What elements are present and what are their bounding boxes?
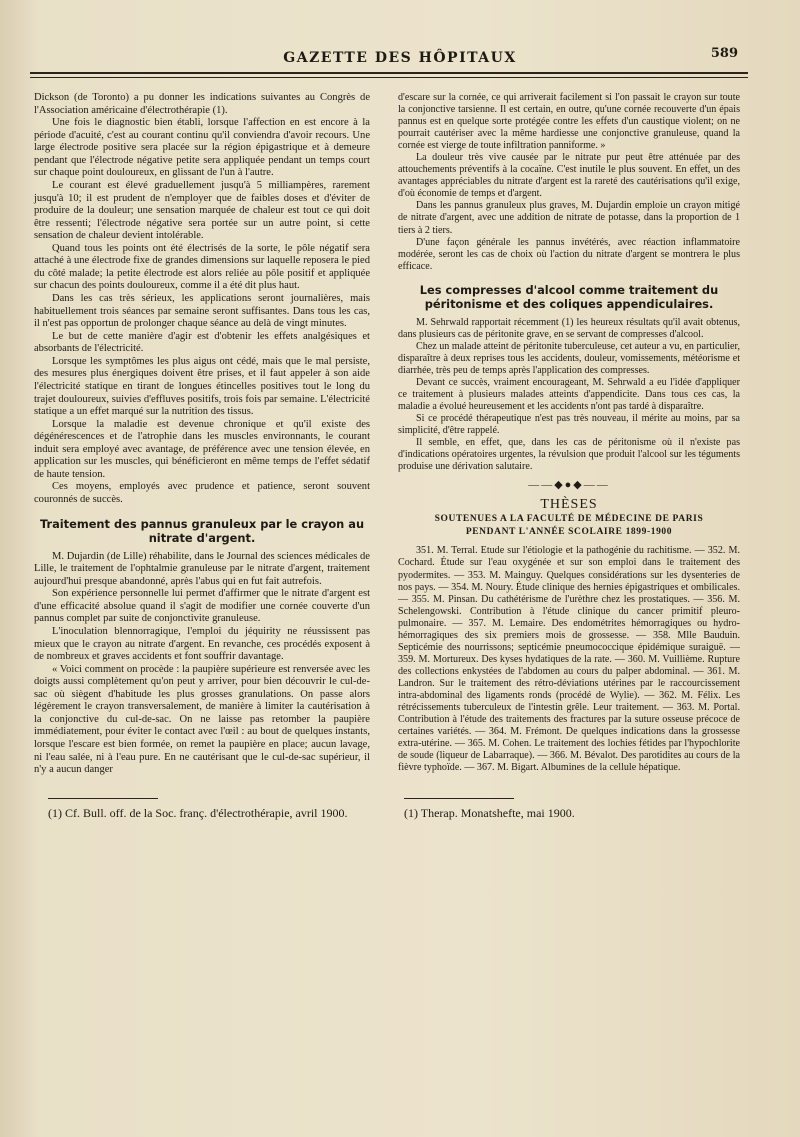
header-rule: [30, 72, 748, 74]
theses-list: 351. M. Terral. Etude sur l'étiologie et la pathogénie du rachitisme. — 352. M. Cochard. Étude sur l'eau oxygénée et sur son emploi dans le traitement des pyodermites. — 353. M. Mainguy. Quelques considérations sur les dysenteries de nos pays. — 354. M. Noury. Étude clinique des hernies épigastriques et ombilicales. — 355. M. Pinsan. Du cathétérisme de l'urèthre chez les prostatiques. — 356. M. Schelengowski. Contribution à l'étude clinique du cancer primitif pleuro-pulmonaire. — 357. M. Lemaire. Des endométrites hémorragiques ou hydro-hémorragiques des six premiers mois de grossesse. — 358. Mlle Bauduin. Septicémie des nourrissons; septicémie pneumococcique épidémique suraiguë. — 359. M. Mortureux. Des kyses hydatiques de la rate. — 360. M. Vuillième. Rupture des collections enkystées de l'abdomen au cours du palper abdominal. — 361. M. Landron. Sur le traitement des rétro-déviations utérines par le raccourcissement intra-abdominal des ligaments ronds (procédé de Wylie). — 362. M. Félix. Les rétrécissements tuberculeux de l'intestin grêle. Leur traitement. — 363. M. Portal. Contribution à l'étude des traitements des fractures par la suture osseuse précoce de certaines variétés. — 364. M. Frémont. De quelques indications dans la grossesse extra-utérine. — 365. M. Cohen. Le traitement des lochies fétides par l'hypochlorite de soude (liqueur de Labarraque). — 366. M. Bévalot. Des parotidites au cours de la fièvre typhoïde. — 367. M. Bigart. Albumines de la cellule hépatique.: [398, 545, 740, 774]
paragraph: Le but de cette manière d'agir est d'obtenir les effets analgésiques et absorbants de l'électricité.: [34, 330, 370, 355]
paragraph: Chez un malade atteint de péritonite tuberculeuse, cet auteur a vu, en particulier, disparaître à deux reprises tous les accidents, douleur, vomissements, météorisme et diarrhée, très peu de temps après l'application des compresses.: [398, 340, 740, 376]
ornament-divider-icon: ——◆●◆——: [528, 479, 610, 492]
paragraph: Dans les pannus granuleux plus graves, M. Dujardin emploie un crayon mitigé de nitrate d'argent, avec une addition de nitrate de potasse, dans la proportion de 1 tiers à 2 tiers.: [398, 200, 740, 236]
theses-subtitle-year: PENDANT L'ANNÉE SCOLAIRE 1899-1900: [465, 527, 673, 538]
paragraph: Lorsque la maladie est devenue chronique et qu'il existe des dégénérescences et de l'atrophie dans les muscles environnants, le courant induit sera employé avec avantage, de préférence avec une tension élevée, en application sur les muscles, qui bénéficieront en même temps de l'effet sédatif de haute tension.: [34, 418, 370, 480]
paragraph: « Voici comment on procède : la paupière supérieure est renversée avec les doigts aussi complètement qu'on peut y arriver, pour bien découvrir le cul-de-sac où siègent d'habitude les plus grosses granulations. On passe alors légèrement le crayon transversalement, de manière à limiter la cautérisation à la conjonctive du cul-de-sac. On ne laisse pas retomber la paupière immédiatement, pour éviter le contact avec l'œil : au bout de quelques instants, lorsque l'escare est bien formée, on remet la paupière en place; aucun lavage, ni l'eau salée, ni à l'eau pure. En ne cautérisant que le cul-de-sac supérieur, il n'y a aucun danger: [34, 663, 370, 776]
footnote-right: (1) Therap. Monatshefte, mai 1900.: [404, 806, 575, 820]
paragraph: Dickson (de Toronto) a pu donner les indications suivantes au Congrès de l'Association américaine d'électrothérapie (1).: [34, 92, 370, 116]
paragraph: M. Dujardin (de Lille) réhabilite, dans le Journal des sciences médicales de Lille, le traitement de l'ophtalmie granuleuse par le nitrate d'argent, traitement aujourd'hui presque abandonné, après l'abus qui en fut fait autrefois.: [34, 550, 370, 587]
paragraph: d'escare sur la cornée, ce qui arriverait facilement si l'on passait le crayon sur toute la conjonctive tarsienne. Il est certain, en outre, qu'une cornée recouverte d'un épais pannus est en quelque sorte protégée contre les effets d'un caustique violent; on ne pourrait cautériser avec la même hardiesse une conjonctive granuleuse, quand la cornée est vierge de toute infiltration panniforme. »: [398, 92, 740, 152]
paragraph: Le courant est élevé graduellement jusqu'à 5 milliampères, rarement jusqu'à 10; il est prudent de n'employer que de faibles doses et d'éviter de produire de la douleur; une sensation marquée de chaleur est tout ce qui doit être ressenti; l'électrode négative sera portée sur un autre point, si cette sensation de chaleur devient intolérable.: [34, 179, 370, 242]
paragraph: Son expérience personnelle lui permet d'affirmer que le nitrate d'argent est d'une efficacité absolue quand il s'agit de modifier une cornée couverte d'un pannus complet par suite de conjonctivite granuleuse.: [34, 588, 370, 625]
left-column: [34, 92, 370, 777]
page-number: 589: [710, 46, 738, 61]
paragraph: Devant ce succès, vraiment encourageant, M. Sehrwald a eu l'idée d'appliquer ce traitement à plusieurs malades atteints d'appendicite. Dans tous ces cas, la maladie a évolué heureusement et les accidents n'ont pas tardé à disparaître.: [398, 376, 740, 413]
paragraph: D'une façon générale les pannus invétérés, avec réaction inflammatoire modérée, seront les cas de choix où l'action du nitrate d'argent se montrera le plus efficace.: [398, 236, 740, 272]
right-column: [398, 92, 740, 774]
paragraph: L'inoculation blennorragique, l'emploi du jéquirity ne réussissent pas mieux que le crayon au nitrate d'argent. En revanche, ces procédés exposent à de nombreux et graves accidents et font souffrir davantage.: [34, 625, 370, 663]
paragraph: Quand tous les points ont été électrisés de la sorte, le pôle négatif sera attaché à une électrode fixe de grandes dimensions sur laquelle reposera le pied du côté malade; la petite électrode est alors reliée au pôle positif et appliquée sur chacun des points douloureux, comme il a été dit plus haut.: [34, 242, 370, 292]
section-title: Traitement des pannus granuleux par le crayon au nitrate d'argent.: [39, 516, 365, 545]
paragraph: La douleur très vive causée par le nitrate pur peut être atténuée par des attouchements préventifs à la cocaïne. C'est inutile le plus souvent. En effet, un des avantages appréciables du nitrate d'argent est la rareté des cautérisations qu'il exige, d'où économie de temps et d'argent.: [398, 152, 740, 200]
paragraph: Si ce procédé thérapeutique n'est pas très nouveau, il mérite au moins, par sa simplicité, d'être rappelé.: [398, 413, 740, 437]
theses-title: THÈSES: [540, 497, 598, 513]
footnote-left: (1) Cf. Bull. off. de la Soc. franç. d'électrothérapie, avril 1900.: [48, 806, 348, 820]
paragraph: Il semble, en effet, que, dans les cas de péritonisme où il n'existe pas d'indications opératoires urgentes, la révulsion que produit l'alcool sur les téguments produise une dérivation salutaire.: [398, 437, 740, 473]
paragraph: Dans les cas très sérieux, les applications seront journalières, mais habituellement trois séances par semaine seront suffisantes. Dans tous les cas, il n'est pas opportun de prolonger chaque séance au delà de vingt minutes.: [34, 293, 370, 330]
paragraph: Une fois le diagnostic bien établi, lorsque l'affection en est encore à la période d'acuité, c'est au courant continu qu'il conviendra d'avoir recours. Une large électrode positive sera placée sur la région épigastrique et à demeure pendant que l'électrode négative petite sera appliquée pendant un temps court sur chaque point douloureux, en glissant de l'un à l'autre.: [34, 117, 370, 179]
page-header-title: GAZETTE DES HÔPITAUX: [283, 50, 517, 66]
paragraph: M. Sehrwald rapportait récemment (1) les heureux résultats qu'il avait obtenus, dans plusieurs cas de péritonite grave, en se servant de compresses d'alcool.: [398, 316, 740, 340]
footnote-rule: [404, 798, 514, 799]
paragraph: Ces moyens, employés avec prudence et patience, seront souvent couronnés de succès.: [34, 481, 370, 505]
section-title: Les compresses d'alcool comme traitement du péritonisme et des coliques appendiculaires.: [419, 282, 719, 311]
header-rule-thin: [30, 77, 748, 78]
paragraph: Lorsque les symptômes les plus aigus ont cédé, mais que le mal persiste, des mesures plus énergiques doivent être prises, et il faut appeler à son aide l'électricité statique en tirant de longues étincelles positives tout le long du trajet douloureux, suivies d'effluves positifs, trois fois par semaine. L'électricité statique a un effet marqué sur la nutrition des tissus.: [34, 355, 370, 418]
theses-subtitle: SOUTENUES A LA FACULTÉ DE MÉDECINE DE PARIS: [434, 514, 704, 525]
footnote-rule: [48, 798, 158, 799]
